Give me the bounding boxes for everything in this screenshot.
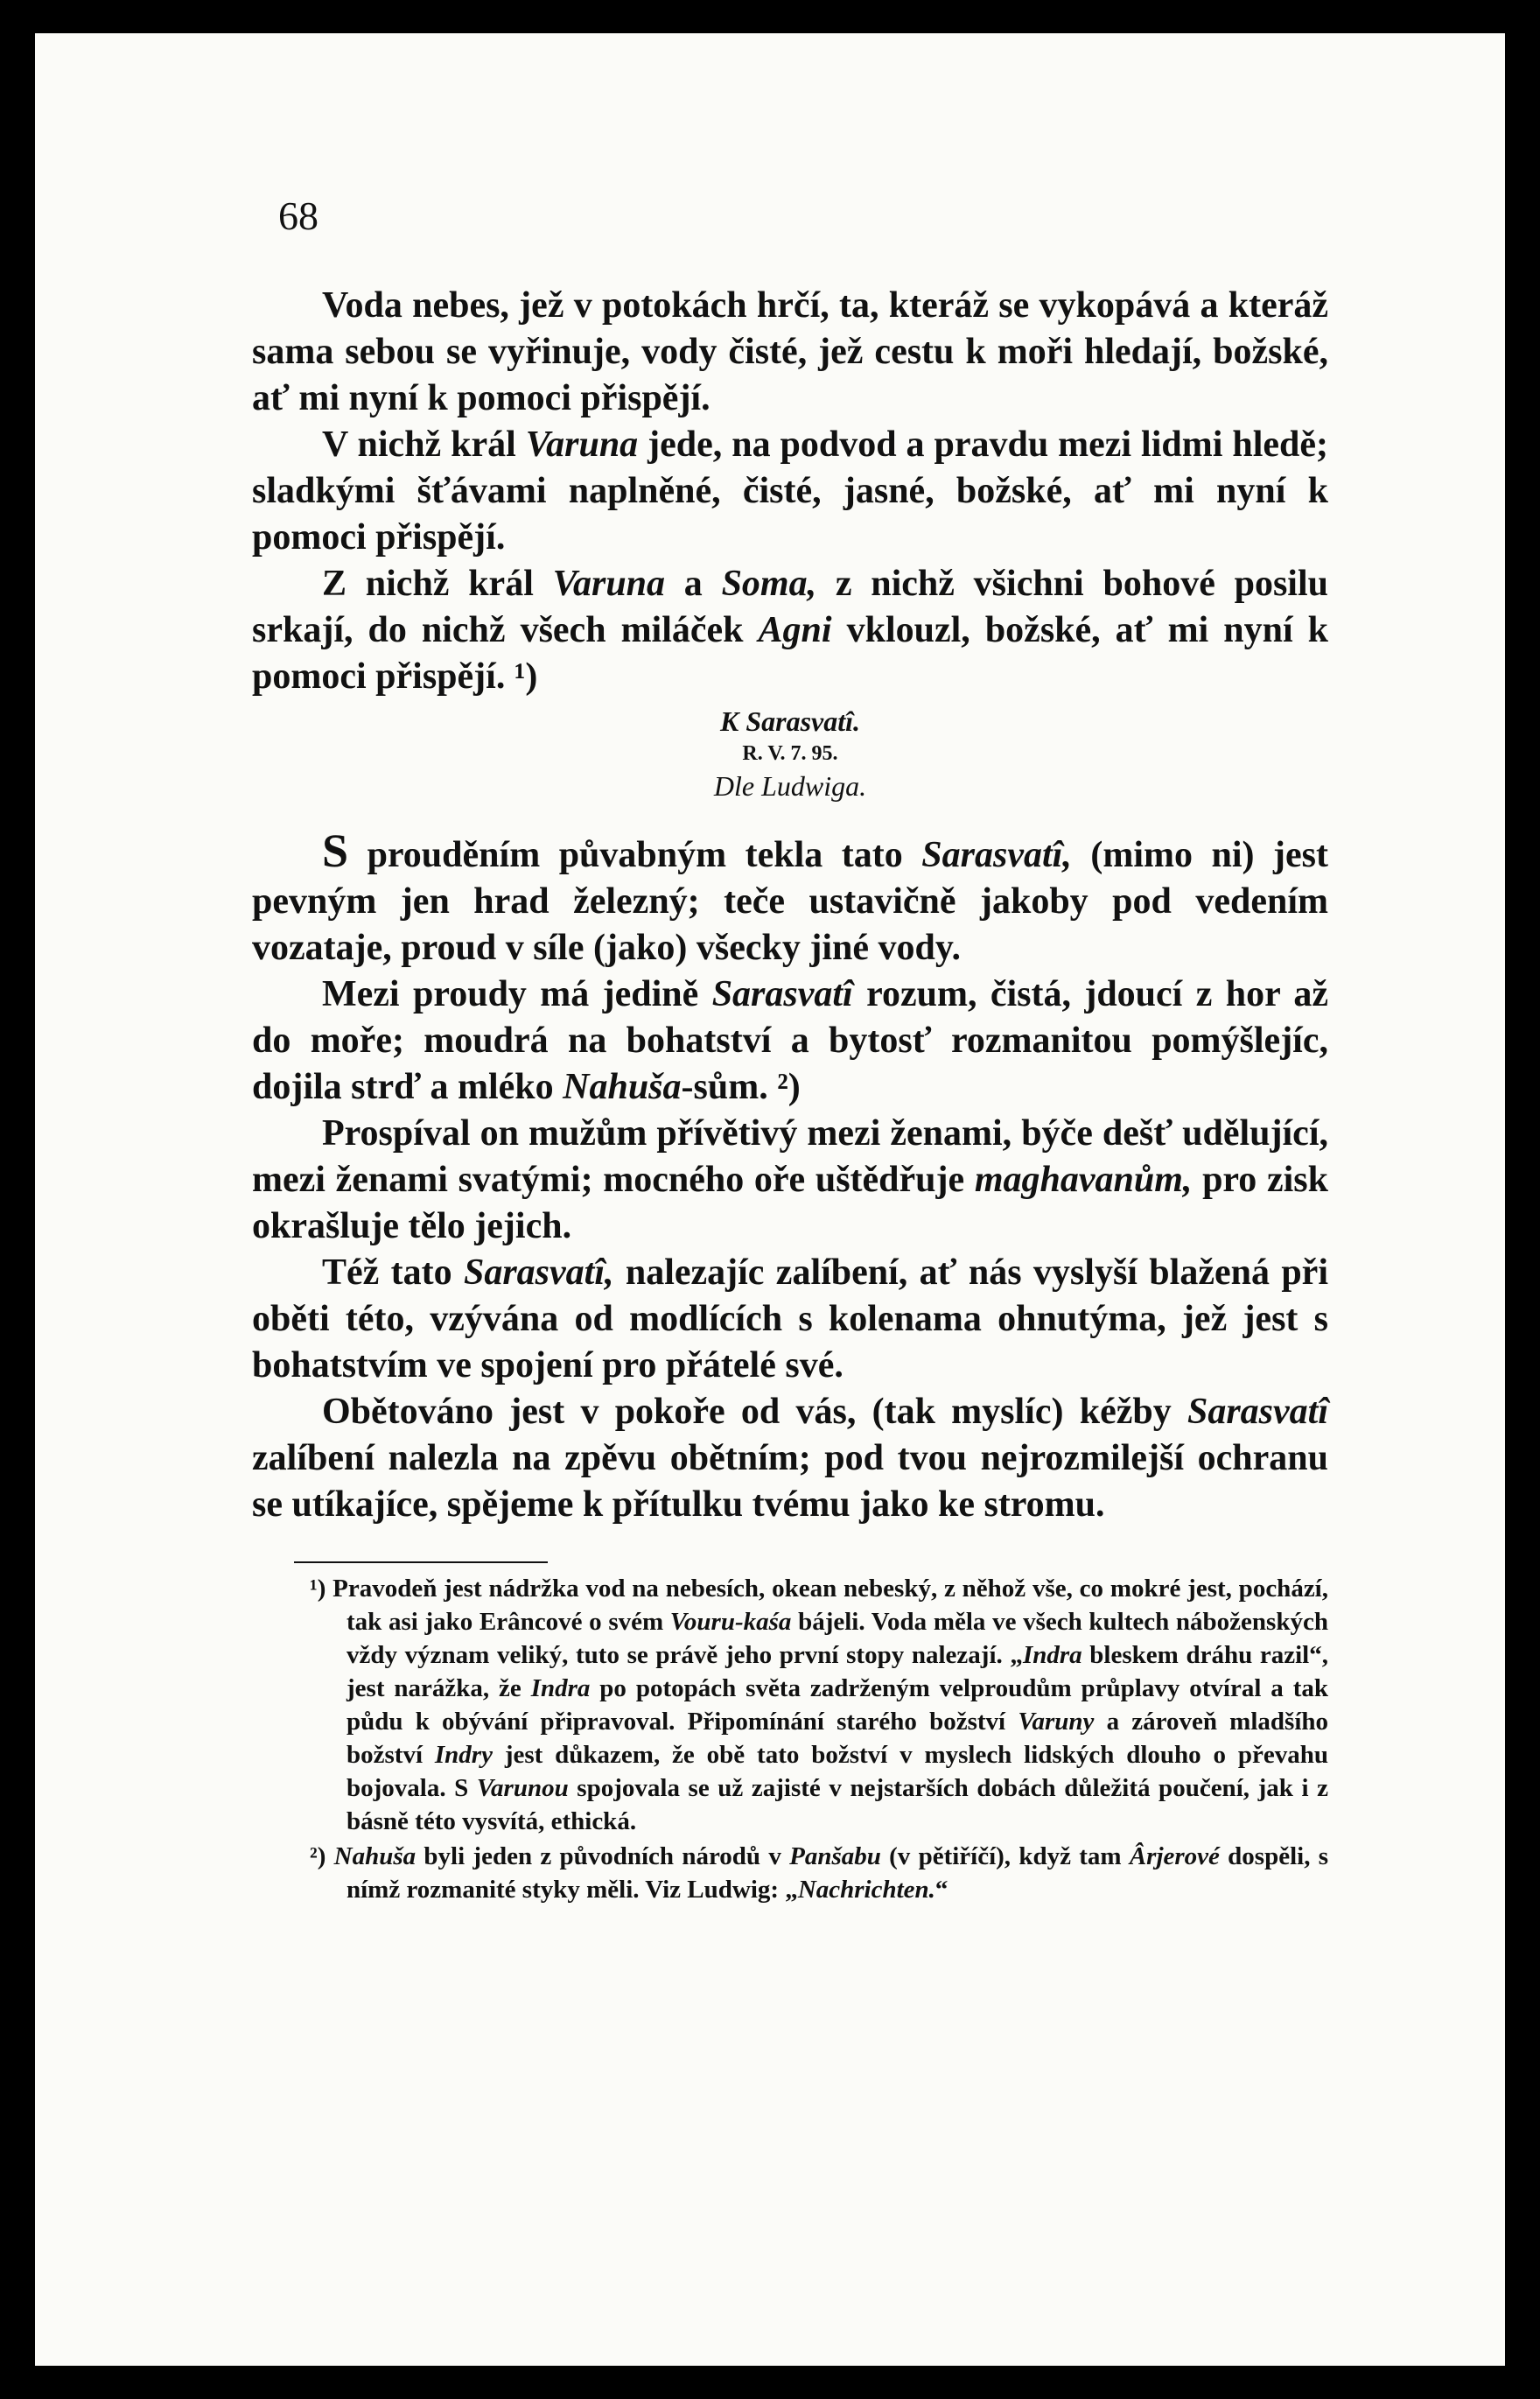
section-reference: R. V. 7. 95.: [742, 742, 838, 765]
poem1-stanza-2: V nichž král Varuna jede, na podvod a pravdu mezi lidmi hledě; sladkými šťávami naplněné, čisté, jasné, božské, ať mi nyní k pomoci přispějí.: [252, 424, 1328, 558]
footnote-marker: ¹): [310, 1575, 326, 1603]
section-heading: [252, 704, 1328, 803]
footnote-2: ²) Nahuša byli jeden z původních národů v Panšabu (v pětiříčí), když tam Ârjerové dospěli, s nímž rozmanité styky měli. Viz Ludwig: „Nachrichten.“: [310, 1842, 1329, 1904]
poem2-stanza-1: S prouděním půvabným tekla tato Sarasvatî, (mimo ni) jest pevným jen hrad železný; teče ustavičně jakoby pod vedením vozataje, proud v síle (jako) všecky jiné vody.: [252, 824, 1328, 968]
poem2-stanza-5: Obětováno jest v pokoře od vás, (tak myslíc) kéžby Sarasvatî zalíbení nalezla na zpěvu obětním; pod tvou nejrozmilejší ochranu se utíkajíce, spějeme k přítulku tvému jako ke stromu.: [252, 1392, 1328, 1525]
page-number: 68: [278, 193, 318, 238]
poem2: [252, 824, 1328, 1528]
footnote-rule: [294, 1561, 548, 1563]
poem2-stanza-3: Prospíval on mužům přívětivý mezi ženami, býče dešť udělující, mezi ženami svatými; mocného oře uštědřuje maghavanům, pro zisk okrašluje tělo jejich.: [252, 1113, 1328, 1246]
footnote-marker: ²): [310, 1842, 326, 1870]
drop-initial: S: [322, 824, 349, 877]
section-title: K Sarasvatî.: [719, 705, 861, 737]
footnote-1: ¹) Pravodeň jest nádržka vod na nebesích, okean nebeský, z něhož vše, co mokré jest, pochází, tak asi jako Erâncové o svém Vouru-kaśa bájeli. Voda měla ve všech kultech náboženských vždy význam veliký, tuto se právě jeho první stopy nalezají. „Indra bleskem dráhu razil“, jest narážka, že Indra po potopách světa zadrženým velproudům průplavy otvíral a tak půdu k obývání připravoval. Připomínání starého božství Varuny a zároveň mladšího božství Indry jest důkazem, že obě tato božství v myslech lidských dlouho o převahu bojovala. S Varunou spojovala se už zajisté v nejstarších dobách důležitá poučení, jak i z básně této vysvítá, ethická.: [310, 1575, 1329, 1835]
poem1-stanza-1: Voda nebes, jež v potokách hrčí, ta, kteráž se vykopává a kteráž sama sebou se vyřinuje, vody čisté, jež cestu k moři hledají, božské, ať mi nyní k pomoci přispějí.: [252, 285, 1328, 418]
section-attribution: Dle Ludwiga.: [713, 770, 867, 802]
poem2-stanza-2: Mezi proudy má jedině Sarasvatî rozum, čistá, jdoucí z hor až do moře; moudrá na bohatství a bytosť rozmanitou pomýšlejíc, dojila strď a mléko Nahuša-sům. ²): [252, 974, 1328, 1107]
page-content: [252, 193, 1328, 1908]
poem2-stanza-4: Též tato Sarasvatî, nalezajíc zalíbení, ať nás vyslyší blažená při oběti této, vzývána od modlících s kolenama ohnutýma, jež jest s bohatstvím ve spojení pro přátelé své.: [252, 1252, 1328, 1385]
poem1-stanza-3: Z nichž král Varuna a Soma, z nichž všichni bohové posilu srkají, do nichž všech miláček Agni vklouzl, božské, ať mi nyní k pomoci přispějí. ¹): [252, 564, 1328, 697]
